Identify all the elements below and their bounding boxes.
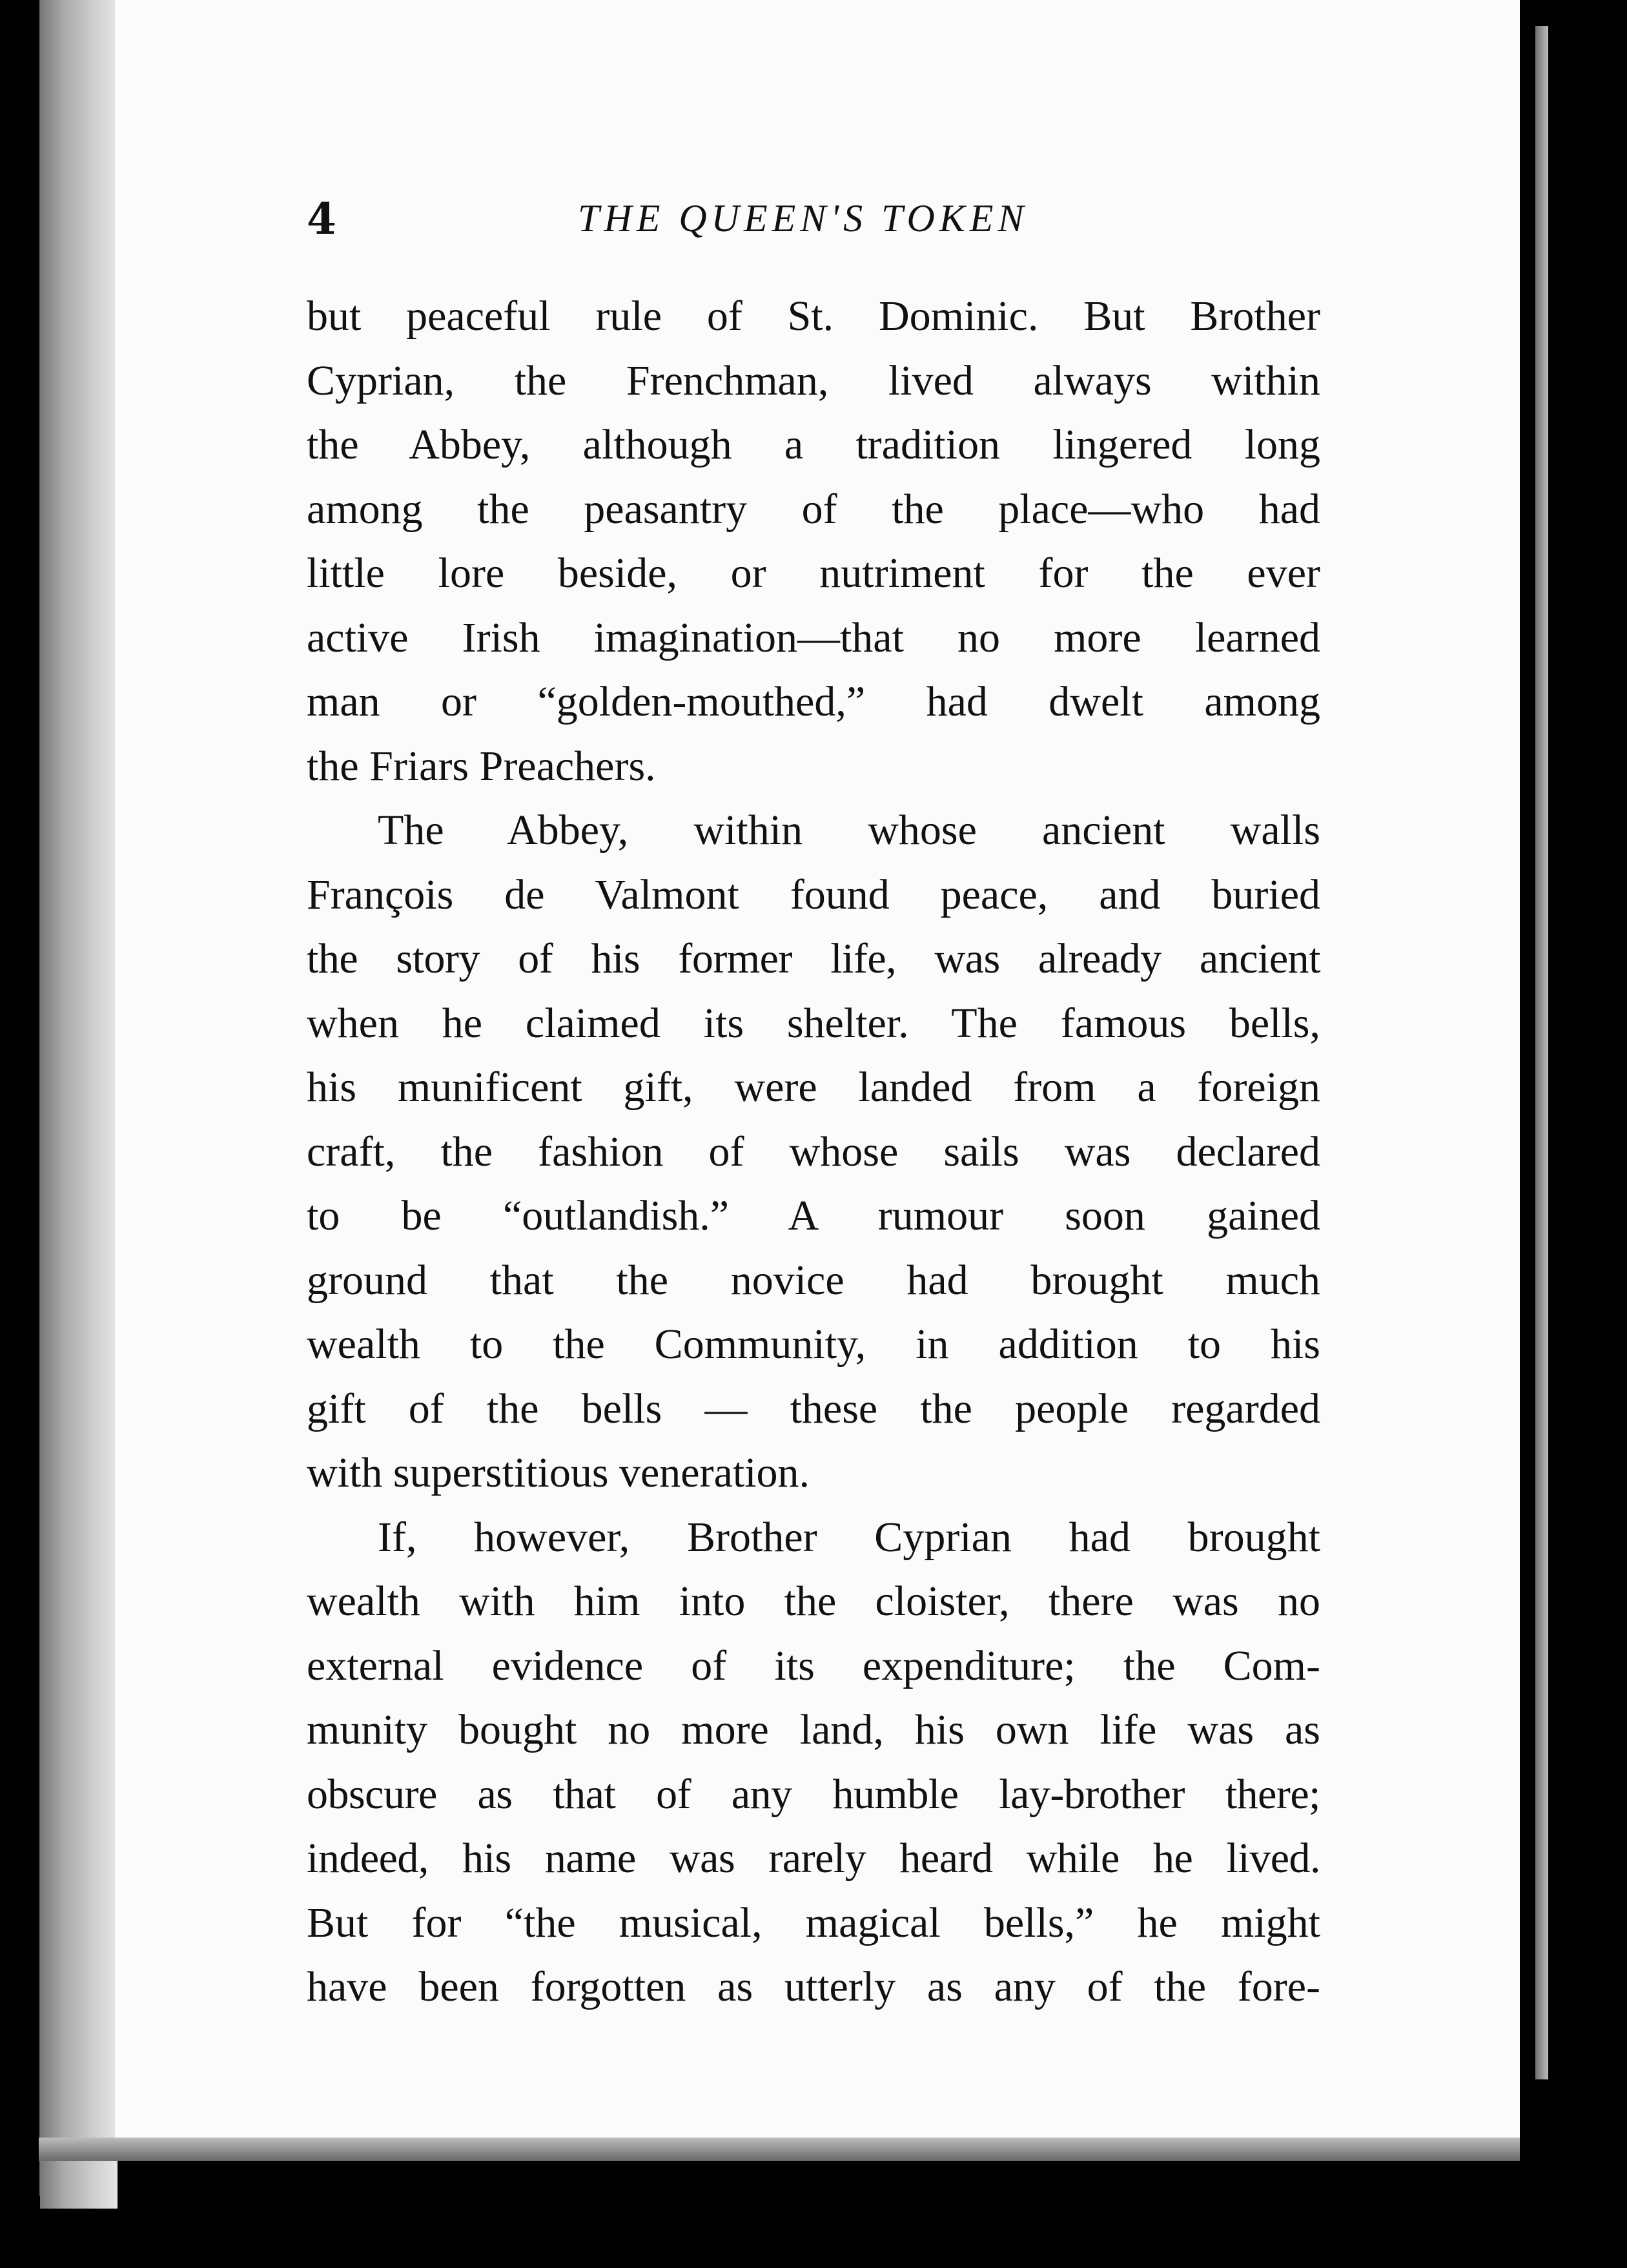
- text-line: man or “golden-mouthed,” had dwelt among: [307, 678, 1320, 725]
- text-line: wealth to the Community, in addition to his: [307, 1321, 1320, 1368]
- body-text: [307, 284, 1320, 2019]
- text-line: munity bought no more land, his own life was as: [307, 1706, 1320, 1753]
- text-line: the Abbey, although a tradition lingered long: [307, 421, 1320, 468]
- text-line: when he claimed its shelter. The famous bells,: [307, 999, 1320, 1047]
- text-line: but peaceful rule of St. Dominic. But Brother: [307, 293, 1320, 340]
- text-line: little lore beside, or nutriment for the ever: [307, 550, 1320, 597]
- running-head: THE QUEEN'S TOKEN: [578, 197, 1028, 240]
- text-line: external evidence of its expenditure; the Com-: [307, 1642, 1320, 1689]
- text-line: wealth with him into the cloister, there was no: [307, 1578, 1320, 1625]
- text-line: Cyprian, the Frenchman, lived always within: [307, 356, 1320, 404]
- paragraph-start-line: The Abbey, within whose ancient walls: [378, 807, 1320, 854]
- text-line: the story of his former life, was already ancient: [307, 935, 1320, 982]
- text-line: with superstitious veneration.: [307, 1449, 810, 1496]
- text-line: gift of the bells — these the people regarded: [307, 1385, 1320, 1432]
- text-line: François de Valmont found peace, and buried: [307, 871, 1320, 918]
- page-bottom-edge: [39, 2138, 1524, 2161]
- page-number: 4: [307, 194, 336, 244]
- text-line: But for “the musical, magical bells,” he might: [307, 1899, 1320, 1946]
- text-line: have been forgotten as utterly as any of the fore-: [307, 1963, 1320, 2010]
- text-line: among the peasantry of the place—who had: [307, 485, 1320, 533]
- text-line: indeed, his name was rarely heard while he lived.: [307, 1835, 1320, 1882]
- paragraph-start-line: If, however, Brother Cyprian had brought: [378, 1513, 1320, 1561]
- text-line: craft, the fashion of whose sails was declared: [307, 1128, 1320, 1175]
- text-line: his munificent gift, were landed from a foreign: [307, 1064, 1320, 1111]
- text-line: to be “outlandish.” A rumour soon gained: [307, 1192, 1320, 1239]
- page-header: [307, 194, 1301, 258]
- facing-page-edge: [1535, 26, 1548, 2079]
- text-line: active Irish imagination—that no more learned: [307, 613, 1320, 661]
- book-binding: [40, 0, 118, 2209]
- text-line: obscure as that of any humble lay-brother there;: [307, 1770, 1320, 1818]
- text-line: ground that the novice had brought much: [307, 1256, 1320, 1304]
- text-line: the Friars Preachers.: [307, 742, 656, 790]
